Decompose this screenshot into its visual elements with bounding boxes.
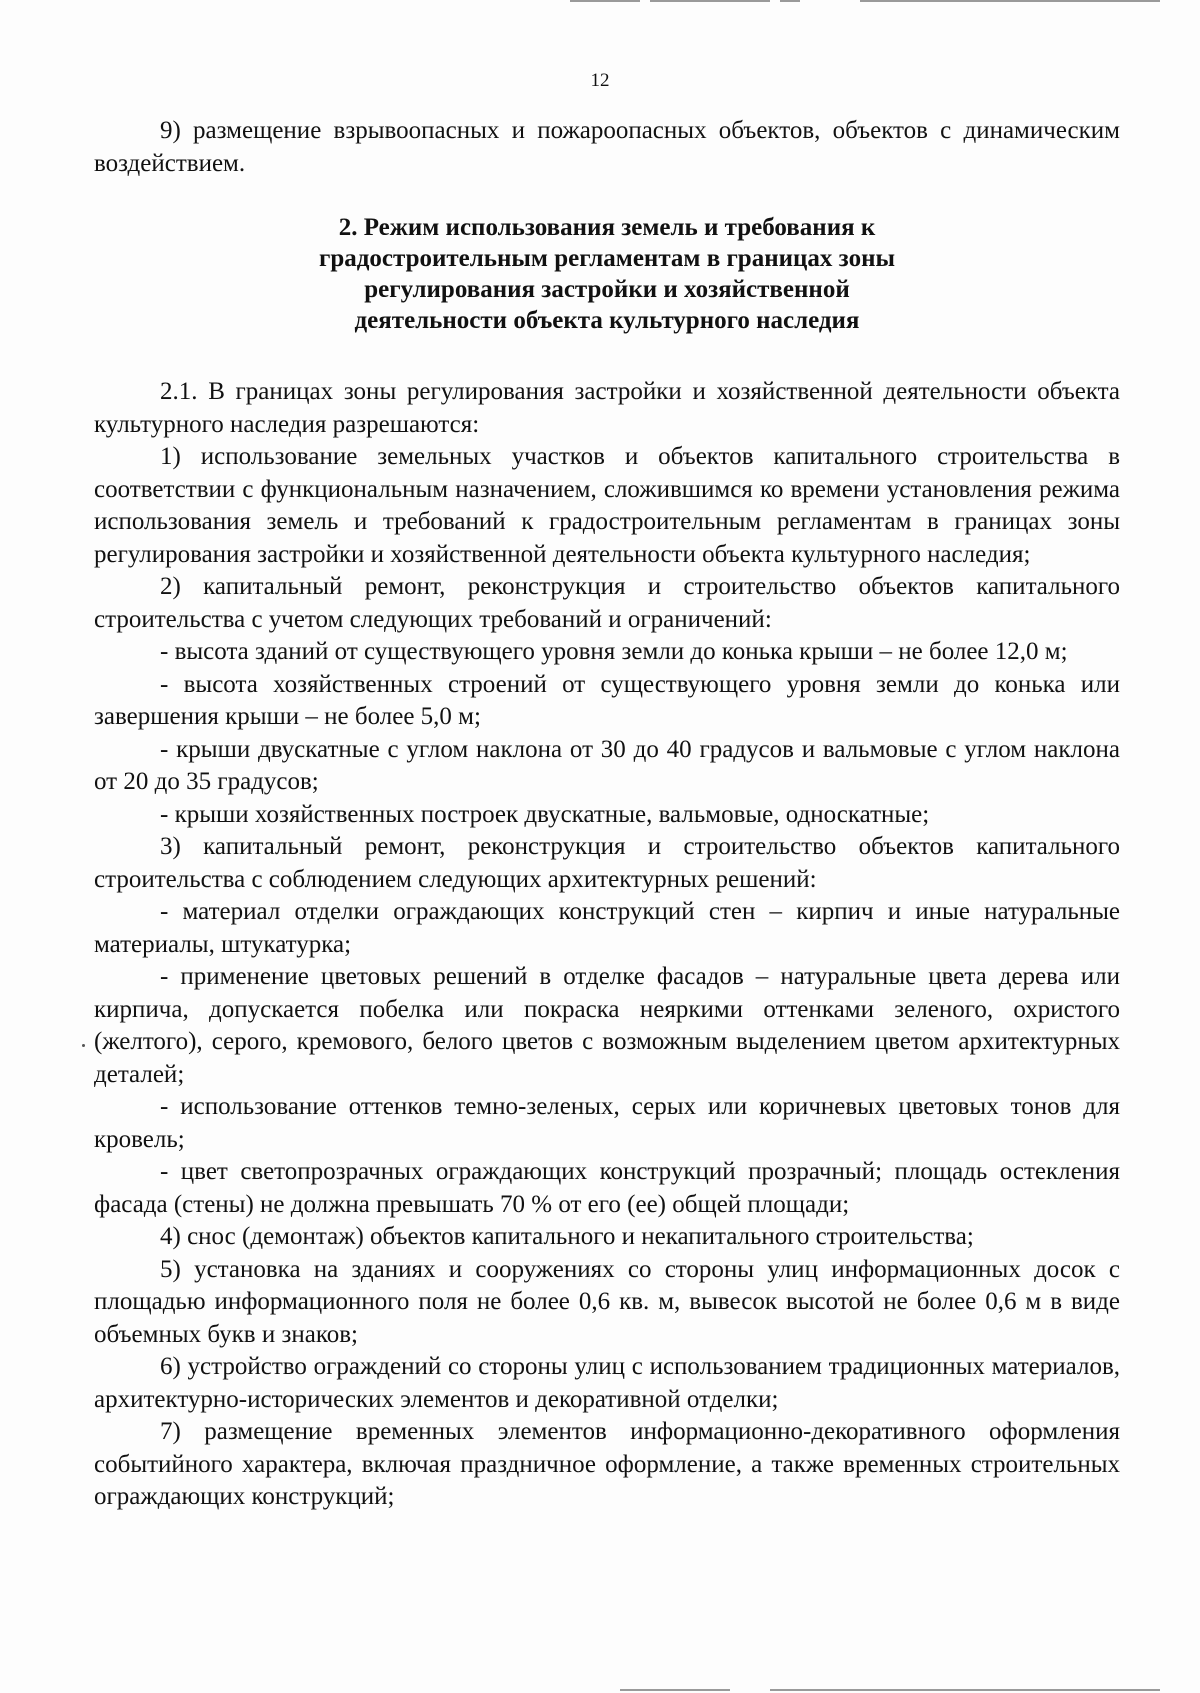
scan-artifact-line xyxy=(770,1689,1160,1691)
paragraph: 9) размещение взрывоопасных и пожароопасных объектов, объектов с динамическим воздействием. xyxy=(94,117,1120,177)
sub-list-item: - высота зданий от существующего уровня земли до конька крыши – не более 12,0 м; xyxy=(160,638,1068,665)
sub-list-item: - применение цветовых решений в отделке фасадов – натуральные цвета дерева или кирпича, допускается побелка или покраска неяркими оттенками зеленого, охристого (желтого), серого, кремового, белого цветов с возможным выделением цветом архитектурных деталей; xyxy=(94,963,1120,1088)
sub-list-item: - крыши двускатные с углом наклона от 30 до 40 градусов и вальмовые с углом наклона от 20 до 35 градусов; xyxy=(94,735,1120,795)
section-heading-line: 2. Режим использования земель и требования к xyxy=(338,214,876,241)
paragraph: 2.1. В границах зоны регулирования застройки и хозяйственной деятельности объекта культурного наследия разрешаются: xyxy=(94,378,1120,438)
list-item: 3) капитальный ремонт, реконструкция и строительство объектов капитального строительства с соблюдением следующих архитектурных решений: xyxy=(94,833,1120,893)
sub-list-item: - крыши хозяйственных построек двускатные, вальмовые, односкатные; xyxy=(160,800,930,828)
scan-artifact-line xyxy=(780,0,800,2)
scan-speck xyxy=(82,1044,85,1047)
section-heading-line: деятельности объекта культурного наследия xyxy=(354,307,860,334)
scan-artifact-line xyxy=(650,0,770,2)
section-heading-line: градостроительным регламентам в границах зоны xyxy=(318,245,895,272)
list-item: 4) снос (демонтаж) объектов капитального и некапитального строительства; xyxy=(160,1223,974,1250)
sub-list-item: - цвет светопрозрачных ограждающих конструкций прозрачный; площадь остекления фасада (стены) не должна превышать 70 % от его (ее) общей площади; xyxy=(94,1158,1120,1218)
sub-list-item: - высота хозяйственных строений от существующего уровня земли до конька или завершения крыши – не более 5,0 м; xyxy=(94,670,1120,730)
list-item: 2) капитальный ремонт, реконструкция и строительство объектов капитального строительства с учетом следующих требований и ограничений: xyxy=(94,573,1120,633)
section-body xyxy=(94,376,1120,1514)
list-item: 5) установка на зданиях и сооружениях со стороны улиц информационных досок с площадью информационного поля не более 0,6 кв. м, вывесок высотой не более 0,6 м в виде объемных букв и знаков; xyxy=(94,1255,1120,1348)
list-item: 7) размещение временных элементов информационно-декоративного оформления событийного характера, включая праздничное оформление, а также временных строительных ограждающих конструкций; xyxy=(94,1418,1120,1510)
intro-paragraph xyxy=(94,115,1120,180)
scan-artifact-line xyxy=(570,0,640,2)
section-heading xyxy=(94,212,1120,336)
page-number: 12 xyxy=(590,70,610,91)
section-heading-line: регулирования застройки и хозяйственной xyxy=(364,276,850,303)
list-item: 6) устройство ограждений со стороны улиц с использованием традиционных материалов, архитектурно-исторических элементов и декоративной отделки; xyxy=(94,1353,1120,1413)
scan-artifact-line xyxy=(620,1689,730,1691)
sub-list-item: - материал отделки ограждающих конструкций стен – кирпич и иные натуральные материалы, штукатурка; xyxy=(94,898,1120,958)
scan-artifact-line xyxy=(860,0,1160,2)
sub-list-item: - использование оттенков темно-зеленых, серых или коричневых цветовых тонов для кровель; xyxy=(94,1093,1120,1153)
list-item: 1) использование земельных участков и объектов капитального строительства в соответствии с функциональным назначением, сложившимся ко времени установления режима использования земель и требований к градостроительным регламентам в границах зоны регулирования застройки и хозяйственной деятельности объекта культурного наследия; xyxy=(94,443,1120,568)
